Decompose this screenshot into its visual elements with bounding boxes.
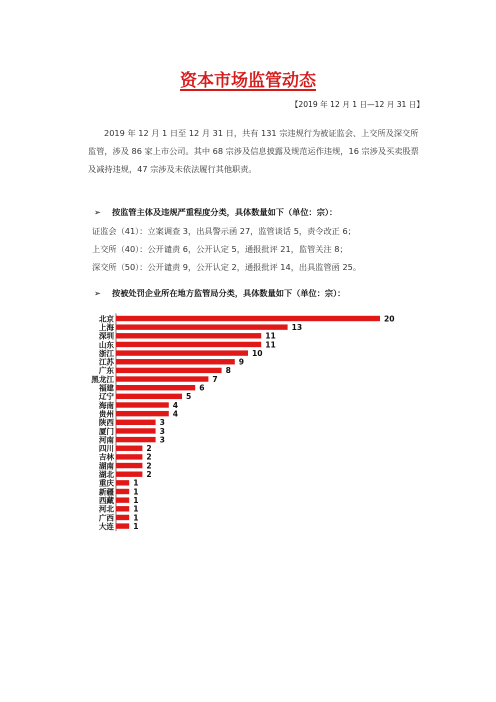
category-label: 辽宁 <box>98 392 114 402</box>
bar-value-label: 1 <box>133 495 139 505</box>
bar <box>116 333 261 338</box>
page-title: 资本市场监管动态 <box>180 71 316 91</box>
bar-value-label: 3 <box>159 426 165 436</box>
category-label: 湖北 <box>98 470 114 479</box>
category-label: 河北 <box>98 504 114 514</box>
bar <box>116 350 248 355</box>
section1-heading-text: 按监管主体及违规严重程度分类，具体数量如下（单位：宗）： <box>112 207 338 217</box>
section2-heading-text: 按被处罚企业所在地方监管局分类，具体数量如下（单位：宗）： <box>112 288 346 298</box>
bar-value-label: 1 <box>133 504 139 514</box>
bar-value-label: 11 <box>265 340 276 350</box>
bar-value-label: 4 <box>172 400 179 410</box>
detail-line-szse: 深交所（50）：公开谴责 9，公开认定 2，通报批评 14，出具监管函 25。 <box>92 262 362 272</box>
bar <box>116 437 156 442</box>
detail-line-csrc: 证监会（41）：立案调查 3，出具警示函 27，监管谈话 5，责令改正 6； <box>92 226 356 236</box>
bar <box>116 463 142 468</box>
bar-value-label: 7 <box>212 374 218 384</box>
date-range: 【2019 年 12 月 1 日—12 月 31 日】 <box>290 100 424 109</box>
bar-value-label: 8 <box>225 366 231 376</box>
bar-value-label: 13 <box>291 322 303 332</box>
bar-value-label: 5 <box>186 392 192 402</box>
category-label: 海南 <box>98 400 114 410</box>
category-label: 上海 <box>98 322 114 332</box>
category-label: 深圳 <box>98 331 114 341</box>
bar <box>116 489 129 494</box>
category-label: 北京 <box>98 314 114 324</box>
category-label: 贵州 <box>98 409 114 419</box>
bar-value-label: 10 <box>252 348 263 358</box>
category-label: 广东 <box>98 366 114 376</box>
bar <box>116 497 129 502</box>
bar-value-label: 1 <box>133 521 139 531</box>
bar-value-label: 1 <box>133 487 139 497</box>
bar <box>116 446 142 451</box>
category-label: 广西 <box>98 513 114 523</box>
bar <box>116 385 195 390</box>
bar <box>116 428 156 433</box>
category-label: 山东 <box>98 340 114 350</box>
bar <box>116 402 169 407</box>
bar <box>116 324 288 329</box>
bar-value-label: 2 <box>146 461 152 471</box>
category-label: 黑龙江 <box>91 374 114 384</box>
bar <box>116 506 129 511</box>
category-label: 西藏 <box>98 495 114 505</box>
arrow-bullet-icon: ➢ <box>94 207 101 217</box>
bar-value-label: 1 <box>133 513 139 523</box>
bar <box>116 376 208 381</box>
detail-line-sse: 上交所（40）：公开谴责 6，公开认定 5，通报批评 21，监管关注 8； <box>92 244 348 254</box>
category-label: 大连 <box>98 521 114 531</box>
bar-value-label: 9 <box>238 357 245 367</box>
category-label: 湖南 <box>98 461 114 471</box>
bar <box>116 480 129 485</box>
bar-value-label: 2 <box>146 444 152 454</box>
category-label: 浙江 <box>98 348 114 358</box>
arrow-bullet-icon: ➢ <box>94 288 101 298</box>
bar-value-label: 20 <box>384 314 395 324</box>
bar-value-label: 11 <box>265 331 276 341</box>
category-label: 吉林 <box>98 452 114 462</box>
bar <box>116 454 142 459</box>
bar <box>116 515 129 520</box>
bar-value-label: 6 <box>199 383 205 393</box>
category-label: 河南 <box>98 435 114 445</box>
bar <box>116 316 380 321</box>
bar <box>116 472 142 477</box>
bar-value-label: 1 <box>133 478 139 488</box>
category-label: 江苏 <box>98 357 114 367</box>
category-label: 新疆 <box>98 487 114 497</box>
summary-paragraph: 2019 年 12 月 1 日至 12 月 31 日，共有 131 宗违规行为被证监会、上交所及深交所监管，涉及 86 家上市公司。其中 68 宗涉及信息披露及规范运作违规，16 宗涉及买卖股票及减持违规，47 宗涉及未依法履行其他职责。 <box>88 128 419 174</box>
bar <box>116 523 129 528</box>
bar <box>116 420 156 425</box>
bar-value-label: 2 <box>146 470 152 479</box>
bar <box>116 394 182 399</box>
bar <box>116 359 235 364</box>
bar <box>116 411 169 416</box>
category-label: 厦门 <box>98 426 114 436</box>
bar-value-label: 3 <box>159 418 165 428</box>
bar-value-label: 3 <box>159 435 165 445</box>
category-label: 福建 <box>98 383 114 393</box>
bar-value-label: 4 <box>172 409 179 419</box>
bar <box>116 342 261 347</box>
category-label: 陕西 <box>98 418 114 428</box>
category-label: 重庆 <box>98 478 114 488</box>
bar-value-label: 2 <box>146 452 152 462</box>
bar <box>116 368 222 373</box>
category-label: 四川 <box>98 444 114 454</box>
